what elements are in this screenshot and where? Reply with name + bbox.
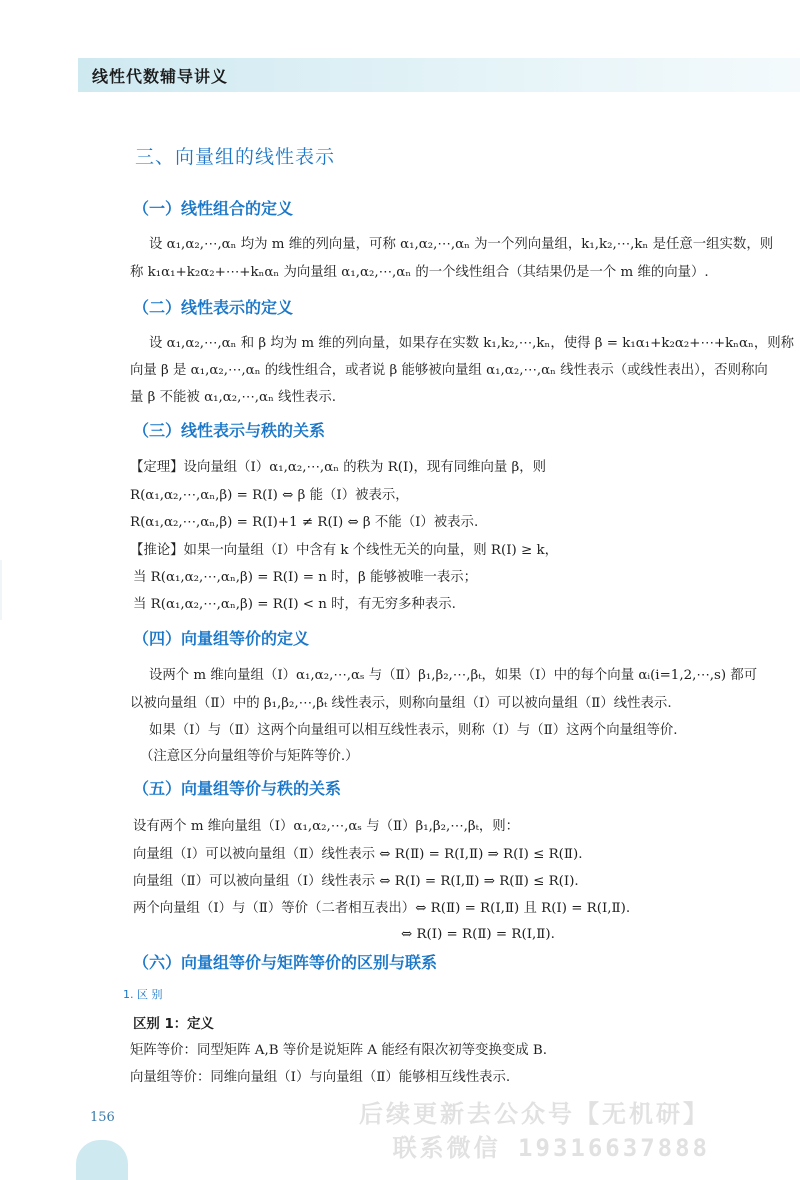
subsection-1-title: （一）线性组合的定义	[133, 199, 294, 218]
text-line-10: 当 R(α₁,α₂,⋯,αₙ,β) = R(Ⅰ) = n 时，β 能够被唯一表示；	[133, 570, 478, 585]
text-line-1: 设 α₁,α₂,⋯,αₙ 均为 m 维的列向量，可称 α₁,α₂,⋯,αₙ 为一个列向量组，k₁,k₂,⋯,kₙ 是任意一组实数，则	[149, 237, 774, 252]
subhead-definition: 区别 1：定义	[133, 1017, 214, 1032]
subsection-6-title: （六）向量组等价与矩阵等价的区别与联系	[133, 953, 438, 972]
text-line-4: 向量 β 是 α₁,α₂,⋯,αₙ 的线性组合，或者说 β 能够被向量组 α₁,α₂,⋯,αₙ 线性表示（或线性表出），否则称向	[130, 363, 768, 378]
subsection-2-title: （二）线性表示的定义	[133, 298, 294, 317]
left-margin-rule	[0, 560, 2, 620]
subsection-4-title: （四）向量组等价的定义	[133, 629, 310, 648]
text-line-13: 以被向量组（Ⅱ）中的 β₁,β₂,⋯,βₜ 线性表示，则称向量组（Ⅰ）可以被向量组（Ⅱ）线性表示.	[130, 696, 672, 711]
text-line-11: 当 R(α₁,α₂,⋯,αₙ,β) = R(Ⅰ) < n 时，有无穷多种表示.	[133, 597, 456, 612]
text-line-12: 设两个 m 维向量组（Ⅰ）α₁,α₂,⋯,αₛ 与（Ⅱ）β₁,β₂,⋯,βₜ，如果（Ⅰ）中的每个向量 αᵢ(i=1,2,⋯,s) 都可	[149, 668, 758, 683]
subsection-5-title: （五）向量组等价与秩的关系	[133, 779, 342, 798]
text-line-19: 两个向量组（Ⅰ）与（Ⅱ）等价（二者相互表出）⇔ R(Ⅱ) = R(Ⅰ,Ⅱ) 且 R(Ⅰ) = R(Ⅰ,Ⅱ).	[133, 901, 631, 916]
text-line-18: 向量组（Ⅱ）可以被向量组（Ⅰ）线性表示 ⇔ R(Ⅰ) = R(Ⅰ,Ⅱ) ⇒ R(Ⅱ) ≤ R(Ⅰ).	[133, 874, 579, 889]
text-line-3: 设 α₁,α₂,⋯,αₙ 和 β 均为 m 维的列向量，如果存在实数 k₁,k₂,⋯,kₙ，使得 β = k₁α₁+k₂α₂+⋯+kₙαₙ，则称	[149, 336, 794, 351]
page-number: 156	[90, 1110, 115, 1125]
text-line-20: ⇔ R(Ⅰ) = R(Ⅱ) = R(Ⅰ,Ⅱ).	[401, 927, 555, 942]
text-line-6: 【定理】设向量组（Ⅰ）α₁,α₂,⋯,αₙ 的秩为 R(Ⅰ)，现有同维向量 β，则	[130, 460, 547, 475]
text-line-22: 向量组等价：同维向量组（Ⅰ）与向量组（Ⅱ）能够相互线性表示.	[130, 1070, 511, 1085]
corner-decoration	[76, 1140, 128, 1180]
subsection-3-title: （三）线性表示与秩的关系	[133, 421, 326, 440]
watermark-line-2: 联系微信 19316637888	[392, 1134, 710, 1162]
text-line-16: 设有两个 m 维向量组（Ⅰ）α₁,α₂,⋯,αₛ 与（Ⅱ）β₁,β₂,⋯,βₜ，则：	[133, 819, 520, 834]
text-line-14: 如果（Ⅰ）与（Ⅱ）这两个向量组可以相互线性表示，则称（Ⅰ）与（Ⅱ）这两个向量组等价.	[149, 723, 678, 738]
text-line-15: （注意区分向量组等价与矩阵等价.）	[140, 749, 359, 764]
text-line-8: R(α₁,α₂,⋯,αₙ,β) = R(Ⅰ)+1 ≠ R(Ⅰ) ⇔ β 不能（Ⅰ）被表示.	[130, 515, 479, 530]
text-line-7: R(α₁,α₂,⋯,αₙ,β) = R(Ⅰ) ⇔ β 能（Ⅰ）被表示，	[130, 488, 409, 503]
watermark-line-1: 后续更新去公众号【无机研】	[359, 1100, 710, 1128]
text-line-2: 称 k₁α₁+k₂α₂+⋯+kₙαₙ 为向量组 α₁,α₂,⋯,αₙ 的一个线性组合（其结果仍是一个 m 维的向量）.	[130, 265, 709, 280]
section-title: 三、向量组的线性表示	[135, 146, 336, 168]
running-header-title: 线性代数辅导讲义	[92, 67, 229, 86]
text-line-21: 矩阵等价：同型矩阵 A,B 等价是说矩阵 A 能经有限次初等变换变成 B.	[130, 1043, 547, 1058]
text-line-5: 量 β 不能被 α₁,α₂,⋯,αₙ 线性表示.	[130, 390, 336, 405]
text-line-9: 【推论】如果一向量组（Ⅰ）中含有 k 个线性无关的向量，则 R(Ⅰ) ≥ k，	[130, 543, 558, 558]
subhead-distinction: 1. 区 别	[123, 988, 163, 1001]
text-line-17: 向量组（Ⅰ）可以被向量组（Ⅱ）线性表示 ⇔ R(Ⅱ) = R(Ⅰ,Ⅱ) ⇒ R(Ⅰ) ≤ R(Ⅱ).	[133, 847, 583, 862]
